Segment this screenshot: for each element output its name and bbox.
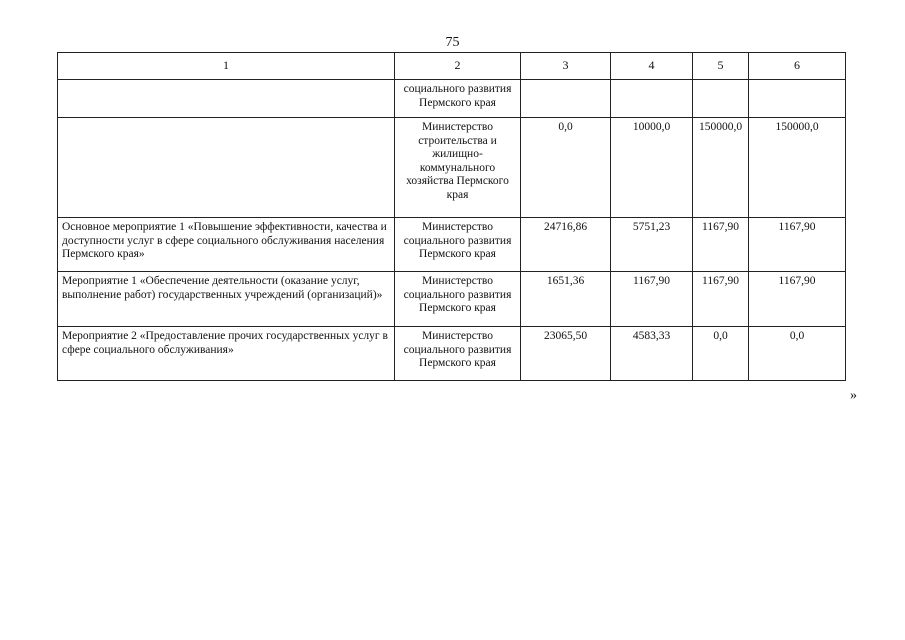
executor-cell: социального развития Пермского края [395,80,521,118]
executor-cell: Министерство социального развития Пермского края [395,327,521,381]
value-cell-6 [749,80,846,118]
executor-cell: Министерство социального развития Пермского края [395,272,521,327]
measure-cell [58,118,395,218]
value-cell-5: 0,0 [693,327,749,381]
measure-cell: Основное мероприятие 1 «Повышение эффективности, качества и доступности услуг в сфере социального обслуживания населения Пермского края» [58,218,395,272]
value-cell-6: 150000,0 [749,118,846,218]
value-cell-4: 1167,90 [611,272,693,327]
column-header: 4 [611,53,693,80]
value-cell-6: 1167,90 [749,272,846,327]
measure-cell [58,80,395,118]
table-header-row [58,53,846,80]
value-cell-5: 1167,90 [693,218,749,272]
table-row [58,218,846,272]
value-cell-3: 24716,86 [521,218,611,272]
value-cell-5: 150000,0 [693,118,749,218]
value-cell-6: 0,0 [749,327,846,381]
value-cell-3: 23065,50 [521,327,611,381]
value-cell-3: 0,0 [521,118,611,218]
table-row [58,118,846,218]
value-cell-5: 1167,90 [693,272,749,327]
value-cell-4 [611,80,693,118]
value-cell-4: 10000,0 [611,118,693,218]
column-header: 2 [395,53,521,80]
table-row [58,327,846,381]
column-header: 1 [58,53,395,80]
measure-cell: Мероприятие 2 «Предоставление прочих государственных услуг в сфере социального обслуживания» [58,327,395,381]
column-header: 3 [521,53,611,80]
column-header: 6 [749,53,846,80]
column-header: 5 [693,53,749,80]
page-number: 75 [445,35,460,50]
table-row [58,80,846,118]
value-cell-6: 1167,90 [749,218,846,272]
value-cell-5 [693,80,749,118]
executor-cell: Министерство социального развития Пермского края [395,218,521,272]
measure-cell: Мероприятие 1 «Обеспечение деятельности (оказание услуг, выполнение работ) государственных учреждений (организаций)» [58,272,395,327]
value-cell-3: 1651,36 [521,272,611,327]
value-cell-3 [521,80,611,118]
value-cell-4: 5751,23 [611,218,693,272]
closing-quote: » [850,388,857,403]
executor-cell: Министерство строительства и жилищно-коммунального хозяйства Пермского края [395,118,521,218]
table-row [58,272,846,327]
value-cell-4: 4583,33 [611,327,693,381]
budget-table [57,52,846,381]
